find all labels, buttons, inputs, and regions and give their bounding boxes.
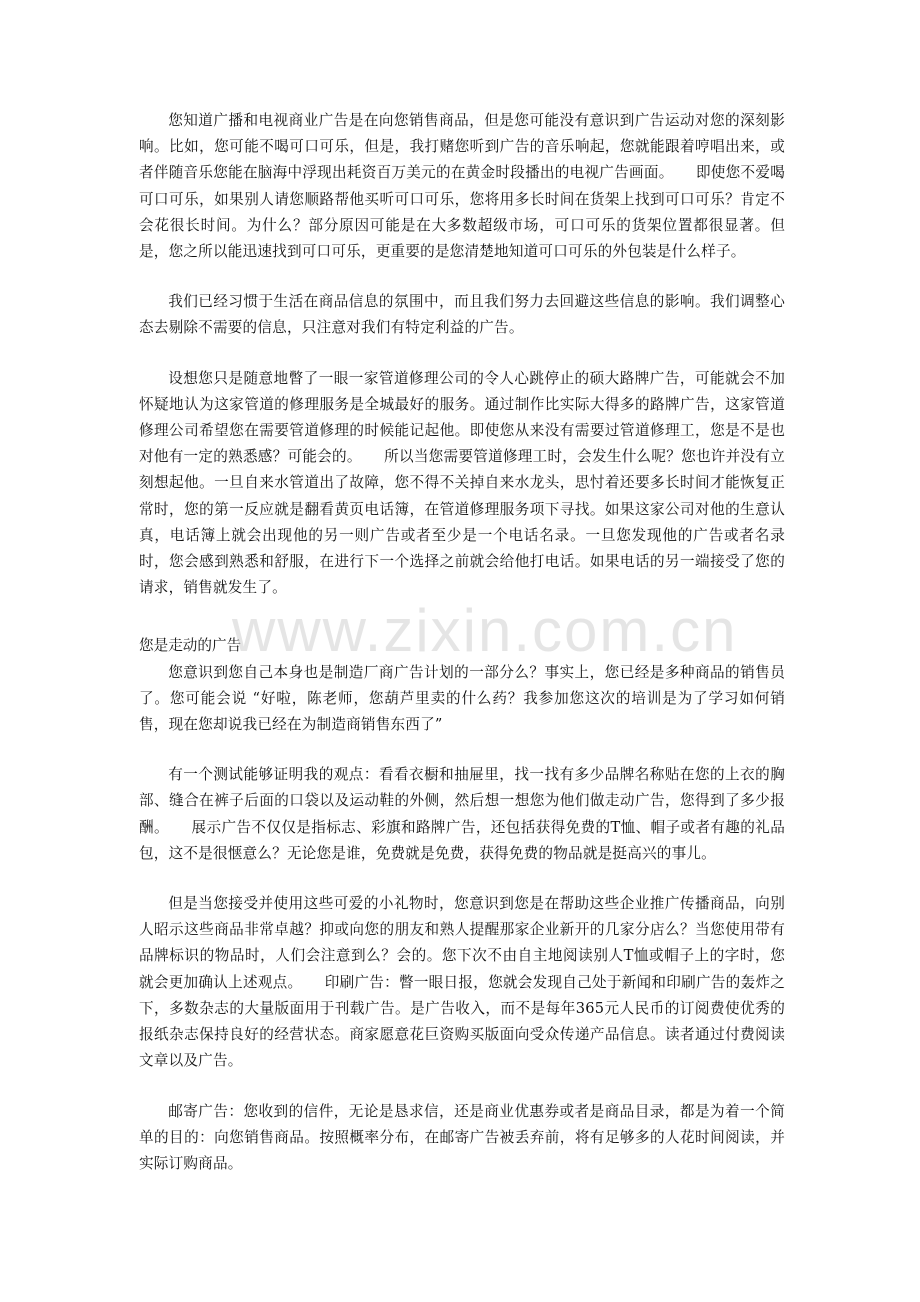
- spacer: [139, 1075, 785, 1099]
- paragraph-4: 您意识到您自己本身也是制造厂商广告计划的一部分么？事实上，您已经是多种商品的销售员了。您可能会说 “好啦，陈老师，您葫芦里卖的什么药？我参加您这次的培训是为了学习如何销售，现在您却说我已经在为制造商销售东西了”: [139, 663, 785, 734]
- section-heading: 您是走动的广告: [139, 637, 242, 655]
- spacer: [139, 601, 785, 633]
- document-body: [139, 108, 785, 1177]
- paragraph-6: 但是当您接受并使用这些可爱的小礼物时，您意识到您是在帮助这些企业推广传播商品，向别人昭示这些商品非常卓越？抑或向您的朋友和熟人提醒那家企业新开的几家分店么？当您使用带有品牌标识的物品时，人们会注意到么？会的。您下次不由自主地阅读别人T恤或帽子上的字时，您就会更加确认上述观点。 印刷广告：瞥一眼日报，您就会发现自己处于新闻和印刷广告的轰炸之下，多数杂志的大量版面用于刊载广告。是广告收入，而不是每年365元人民币的订阅费使优秀的报纸杂志保持良好的经营状态。商家愿意花巨资购买版面向受众传递产品信息。读者通过付费阅读文章以及广告。: [139, 895, 785, 1070]
- paragraph-7: 邮寄广告：您收到的信件，无论是恳求信，还是商业优惠券或者是商品目录，都是为着一个简单的目的：向您销售商品。按照概率分布，在邮寄广告被丢弃前，将有足够多的人花时间阅读，并实际订购商品。: [139, 1102, 785, 1172]
- paragraph-5: 有一个测试能够证明我的观点：看看衣橱和抽屉里，找一找有多少品牌名称贴在您的上衣的胸部、缝合在裤子后面的口袋以及运动鞋的外侧，然后想一想您为他们做走动广告，您得到了多少报酬。 展示广告不仅仅是指标志、彩旗和路牌广告，还包括获得免费的T恤、帽子或者有趣的礼品包，这不是很惬意么？无论您是谁，免费就是免费，获得免费的物品就是挺高兴的事儿。: [139, 766, 785, 862]
- spacer: [139, 738, 785, 762]
- spacer: [139, 265, 785, 289]
- spacer: [139, 867, 785, 891]
- spacer: [139, 342, 785, 366]
- paragraph-3: 设想您只是随意地瞥了一眼一家管道修理公司的令人心跳停止的硕大路牌广告，可能就会不加怀疑地认为这家管道的修理服务是全城最好的服务。通过制作比实际大得多的路牌广告，这家管道修理公司希望您在需要管道修理的时候能记起他。即使您从来没有需要过管道修理工，您是不是也对他有一定的熟悉感？可能会的。 所以当您需要管道修理工时，会发生什么呢？您也许并没有立刻想起他。一旦自来水管道出了故障，您不得不关掉自来水龙头，思忖着还要多长时间才能恢复正常时，您的第一反应就是翻看黄页电话簿，在管道修理服务项下寻找。如果这家公司对他的生意认真，电话簿上就会出现他的另一则广告或者至少是一个电话名录。一旦您发现他的广告或者名录时，您会感到熟悉和舒服，在进行下一个选择之前就会给他打电话。如果电话的另一端接受了您的请求，销售就发生了。: [139, 369, 785, 597]
- paragraph-1: 您知道广播和电视商业广告是在向您销售商品，但是您可能没有意识到广告运动对您的深刻影响。比如，您可能不喝可口可乐，但是，我打赌您听到广告的音乐响起，您就能跟着哼唱出来，或者伴随音乐您能在脑海中浮现出耗资百万美元的在黄金时段播出的电视广告画面。 即使您不爱喝可口可乐，如果别人请您顺路帮他买听可口可乐，您将用多长时间在货架上找到可口可乐？肯定不会花很长时间。为什么？部分原因可能是在大多数超级市场，可口可乐的货架位置都很显著。但是，您之所以能迅速找到可口可乐，更重要的是您清楚地知道可口可乐的外包装是什么样子。: [139, 112, 785, 261]
- watermark: www.zixin.com.cn: [232, 597, 738, 664]
- paragraph-2: 我们已经习惯于生活在商品信息的氛围中，而且我们努力去回避这些信息的影响。我们调整心态去剔除不需要的信息，只注意对我们有特定利益的广告。: [139, 293, 785, 337]
